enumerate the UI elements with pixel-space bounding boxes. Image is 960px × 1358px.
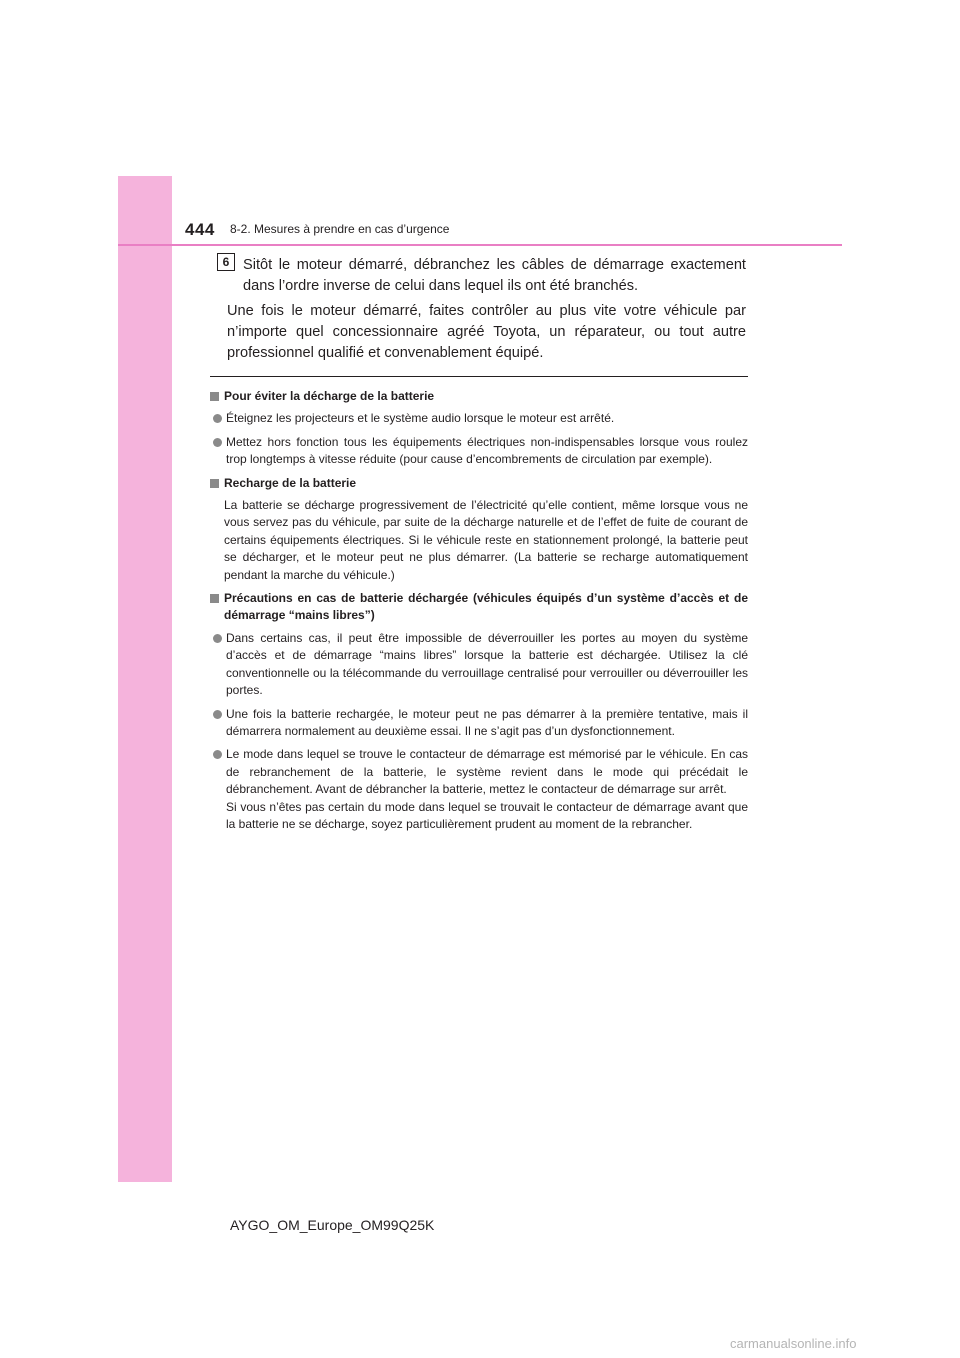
list-item-text: Une fois la batterie rechargée, le moteur peut ne pas démarrer à la première tentative, mais il démarrera normalement au deuxième essai. Il ne s’agit pas d’un dysfonctionnement. (226, 706, 748, 738)
note-heading (210, 388, 748, 405)
list-item-text: Dans certains cas, il peut être impossible de déverrouiller les portes au moyen du système d’accès et de démarrage “mains libres” lorsque la batterie est déchargée. Utilisez la clé conventionnelle ou la télécommande du verrouillage centralisé pour verrouiller ou déverrouiller les portes. (226, 630, 748, 698)
list-item (210, 630, 748, 700)
list-item (210, 746, 748, 833)
chapter-side-band (118, 176, 172, 1182)
note-title: Précautions en cas de batterie déchargée (véhicules équipés d’un système d’accès et de démarrage “mains libres”) (224, 591, 748, 623)
square-bullet-icon (210, 392, 219, 401)
list-item (210, 706, 748, 741)
header-rule (118, 244, 842, 246)
circle-bullet-icon (213, 634, 222, 643)
document-id: AYGO_OM_Europe_OM99Q25K (230, 1217, 435, 1233)
notes-divider (210, 376, 748, 377)
circle-bullet-icon (213, 438, 222, 447)
list-item (210, 434, 748, 469)
note-title: Recharge de la batterie (224, 475, 357, 490)
list-item-text: Éteignez les projecteurs et le système audio lorsque le moteur est arrêté. (226, 411, 615, 426)
circle-bullet-icon (213, 710, 222, 719)
notes-section (210, 388, 748, 839)
note-heading (210, 475, 748, 492)
note-body: La batterie se décharge progressivement de l’électricité qu’elle contient, même lorsque vous ne vous servez pas du véhicule, par suite de la décharge naturelle et de l’effet de fuite de courant de certains équipements électriques. Si le véhicule reste en stationnement prolongé, la batterie peut se décharger, et le moteur peut ne plus démarrer. (La batterie se recharge automatiquement pendant la marche du véhicule.) (224, 498, 748, 582)
note-title: Pour éviter la décharge de la batterie (224, 389, 435, 403)
step-number-badge: 6 (217, 253, 235, 271)
note-heading (210, 590, 748, 625)
step-followup-paragraph: Une fois le moteur démarré, faites contrôler au plus vite votre véhicule par n’importe quel concessionnaire agréé Toyota, un réparateur, ou tout autre professionnel qualifié et convenablement équipé. (227, 303, 746, 361)
circle-bullet-icon (213, 750, 222, 759)
circle-bullet-icon (213, 414, 222, 423)
list-item (210, 410, 748, 427)
list-item-text: Le mode dans lequel se trouve le contacteur de démarrage est mémorisé par le véhicule. En cas de rebranchement de la batterie, le système revient dans le mode qui précédait le débranchement. Avant de débrancher la batterie, mettez le contacteur de démarrage sur arrêt. (226, 747, 748, 797)
watermark: carmanualsonline.info (730, 1336, 857, 1351)
section-title: 8-2. Mesures à prendre en cas d’urgence (230, 222, 450, 236)
step-instruction: Sitôt le moteur démarré, débranchez les câbles de démarrage exactement dans l’ordre inverse de celui dans lequel ils ont été branchés. (243, 257, 746, 294)
page-number: 444 (185, 220, 215, 239)
square-bullet-icon (210, 479, 219, 488)
list-item-continuation: Si vous n’êtes pas certain du mode dans lequel se trouvait le contacteur de démarrage avant que la batterie ne se décharge, soyez particulièrement prudent au moment de la rebrancher. (226, 799, 748, 831)
list-item-text: Mettez hors fonction tous les équipements électriques non-indispensables lorsque vous roulez trop longtemps à vitesse réduite (pour cause d’encombrements de circulation par exemple). (226, 434, 748, 467)
square-bullet-icon (210, 594, 219, 603)
